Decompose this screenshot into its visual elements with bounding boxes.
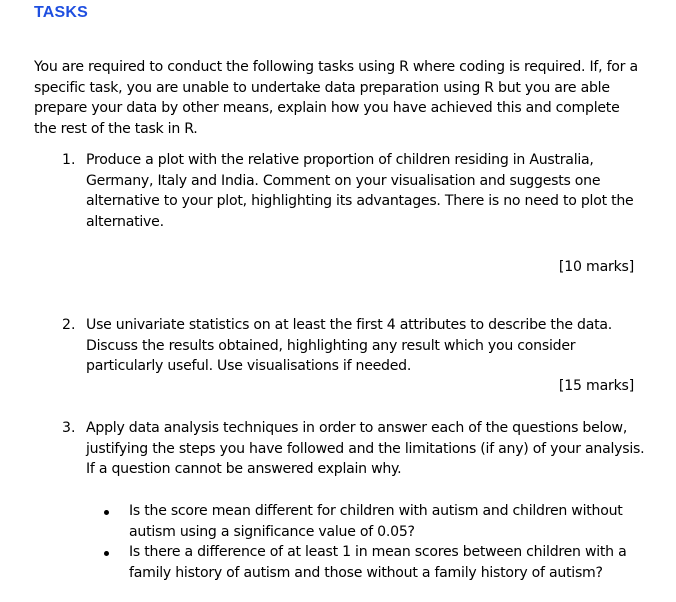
page-heading: TASKS [34,4,89,21]
task-description: Use univariate statistics on at least the first 4 attributes to describe the data. Discuss the results obtained, highlighting any result which you consider particularly useful. Use visualisations if needed. [86,317,612,374]
question-text: Is the score mean different for children with autism and children without autism using a significance value of 0.05? [129,503,623,540]
task-description: Produce a plot with the relative proportion of children residing in Australia, Germany, Italy and India. Comment on your visualisation and suggests one alternative to your plot, highlighting its advantages. There is no need to plot the alternative. [86,152,634,230]
task-marks: [15 marks] [558,378,634,394]
intro-paragraph: You are required to conduct the following tasks using R where coding is required. If, for a specific task, you are unable to undertake data preparation using R but you are able prepare your data by other means, explain how you have achieved this and complete the rest of the task in R. [34,59,638,137]
bullet-icon [104,510,109,515]
question-text: Is there a difference of at least 1 in mean scores between children with a family history of autism and those without a family history of autism? [129,544,627,581]
task-number: 1. [62,152,76,168]
bullet-icon [104,551,109,556]
task-marks: [10 marks] [558,259,634,275]
task-description: Apply data analysis techniques in order to answer each of the questions below, justifying the steps you have followed and the limitations (if any) of your analysis. If a question cannot be answered explain why. [86,420,645,477]
task-number: 2. [62,317,76,333]
task-number: 3. [62,420,76,436]
